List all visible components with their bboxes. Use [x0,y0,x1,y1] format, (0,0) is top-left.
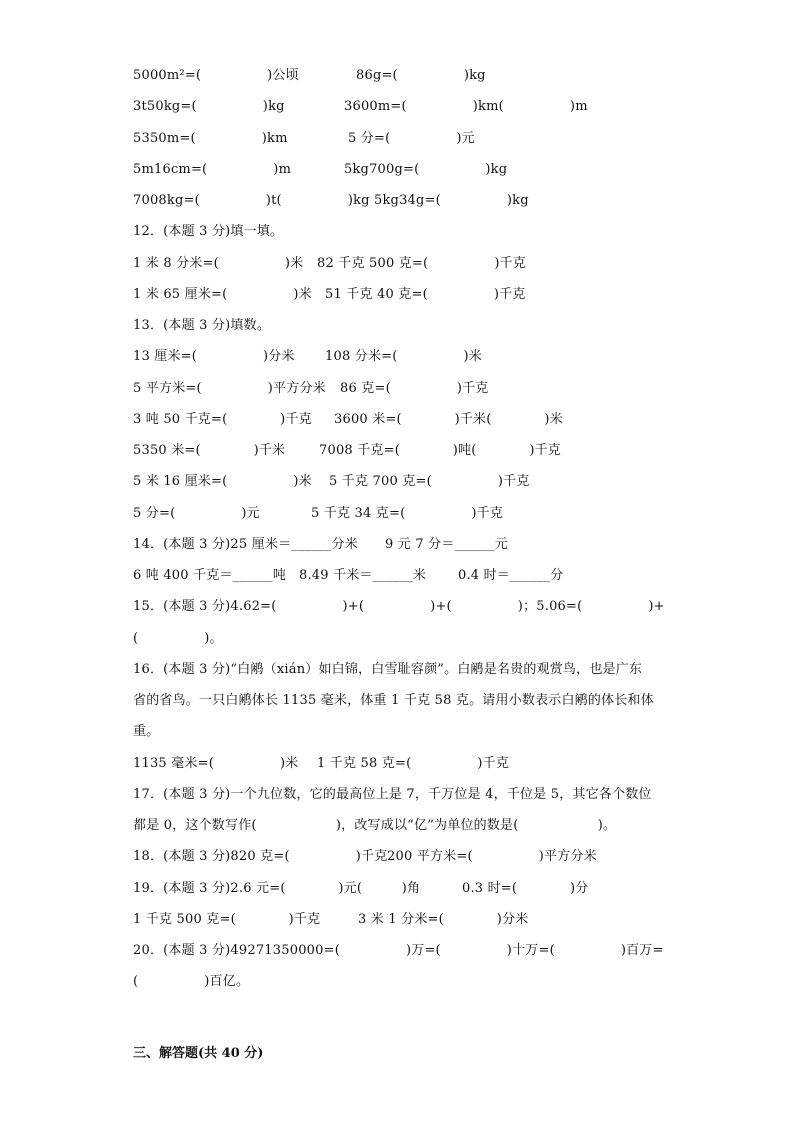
problem-line [133,158,508,182]
fill-blank-item: 5 千克 34 克=( )千克 [311,506,504,521]
fill-blank-item: 5 平方米=( )平方分米 [133,381,326,396]
fill-blank-item: 7008kg=( )t( )kg [133,193,370,208]
problem-line [133,533,508,557]
problem-line [133,689,654,713]
fill-blank-item: 108 分米=( )米 [325,349,482,364]
fill-blank-item: 3 米 1 分米=( )分米 [358,912,529,927]
problem-line [133,595,665,619]
problem-line [133,658,643,682]
fill-blank-item: 7008 千克=( )吨( )千克 [319,443,561,458]
question-12-title: 12．(本题 3 分)填一填。 [133,224,284,239]
fill-blank-item: 86g=( )kg [356,68,486,83]
problem-line [133,814,617,838]
question-16-text: 16．(本题 3 分)“白鹇（xián）如白锦，白雪耻容颜”。白鹇是名贵的观赏鸟，也是广东 [133,662,643,677]
fill-blank-item: 1 千克 500 克=( )千克 [133,912,321,927]
problem-line [133,502,504,526]
problem-line [133,127,475,151]
fill-blank-item: 3t50kg=( )kg [133,99,285,114]
question-15-continued: ( )。 [133,631,223,646]
fill-blank-item: 5 千克 700 克=( )千克 [329,474,530,489]
problem-line [133,564,564,588]
fill-blank-item: 18．(本题 3 分)820 克=( )千克 [133,849,388,864]
fill-blank-item: 1 米 8 分米=( )米 [133,256,304,271]
fill-blank-item: 5 米 16 厘米=( )米 [133,474,312,489]
problem-line [133,877,589,901]
question-17-text: 17．(本题 3 分)一个九位数，它的最高位上是 7，千万位是 4，千位是 5，其它各个数位 [133,787,652,802]
fill-blank-item: 86 克=( )千克 [340,381,489,396]
problem-line [133,95,588,119]
fill-blank-item: 5350m=( )km [133,131,288,146]
fill-blank-item: 5 分=( )元 [348,131,475,146]
question-20-text: 20．(本题 3 分)49271350000=( )万=( )十万=( )百万= [133,943,664,958]
fill-blank-item: 19．(本题 3 分)2.6 元=( )元( )角 [133,881,421,896]
section-heading: 三、解答题(共 40 分) [133,1046,264,1061]
problem-line [133,470,530,494]
fill-blank-item: 9 元 7 分＝______元 [385,537,508,552]
fill-blank-item: 5350 米=( )千米 [133,443,286,458]
fill-blank-item: 3 吨 50 千克=( )千克 [133,412,312,427]
fill-blank-item: 82 千克 500 克=( )千克 [317,256,526,271]
fill-blank-item: 51 千克 40 克=( )千克 [325,287,526,302]
problem-line [133,439,561,463]
problem-line [133,345,482,369]
question-header [133,220,284,244]
fill-blank-item: 5kg700g=( )kg [344,162,508,177]
problem-line [133,752,510,776]
fill-blank-item: 5m16cm=( )m [133,162,292,177]
fill-blank-item: 0.3 时=( )分 [462,881,589,896]
fill-blank-item: 5 分=( )元 [133,506,260,521]
fill-blank-item: 1 千克 58 克=( )千克 [317,756,510,771]
problem-line [133,627,223,651]
question-16-text: 重。 [133,724,160,739]
question-17-text: 都是 0，这个数写作( )，改写成以“亿”为单位的数是( )。 [133,818,617,833]
question-20-continued: ( )百亿。 [133,974,250,989]
fill-blank-item: 3600m=( )km( )m [344,99,588,114]
problem-line [133,64,486,88]
problem-line [133,845,597,869]
fill-blank-item: 0.4 时＝______分 [458,568,564,583]
problem-line [133,408,563,432]
fill-blank-item: 13 厘米=( )分米 [133,349,295,364]
problem-line [133,189,529,213]
fill-blank-item: 5kg34g=( )kg [374,193,529,208]
problem-line [133,283,526,307]
problem-line [133,377,489,401]
fill-blank-item: 6 吨 400 千克＝______吨 [133,568,287,583]
problem-line [133,970,250,994]
question-13-title: 13．(本题 3 分)填数。 [133,318,271,333]
problem-line [133,720,160,744]
problem-line [133,252,526,276]
problem-line [133,783,652,807]
fill-blank-item: 200 平方米=( )平方分米 [387,849,597,864]
fill-blank-item: 14．(本题 3 分)25 厘米＝______分米 [133,537,358,552]
question-16-text: 省的省鸟。一只白鹇体长 1135 毫米，体重 1 千克 58 克。请用小数表示白鹇的体长和体 [133,693,654,708]
problem-line [133,908,529,932]
fill-blank-item: 8.49 千米＝______米 [299,568,427,583]
fill-blank-item: 3600 米=( )千米( )米 [334,412,563,427]
question-15-text: 15．(本题 3 分)4.62=( )+( )+( )；5.06=( )+ [133,599,665,614]
problem-line [133,939,664,963]
question-header [133,314,271,338]
fill-blank-item: 1 米 65 厘米=( )米 [133,287,312,302]
fill-blank-item: 1135 毫米=( )米 [133,756,299,771]
fill-blank-item: 5000m²=( )公顷 [133,68,299,83]
